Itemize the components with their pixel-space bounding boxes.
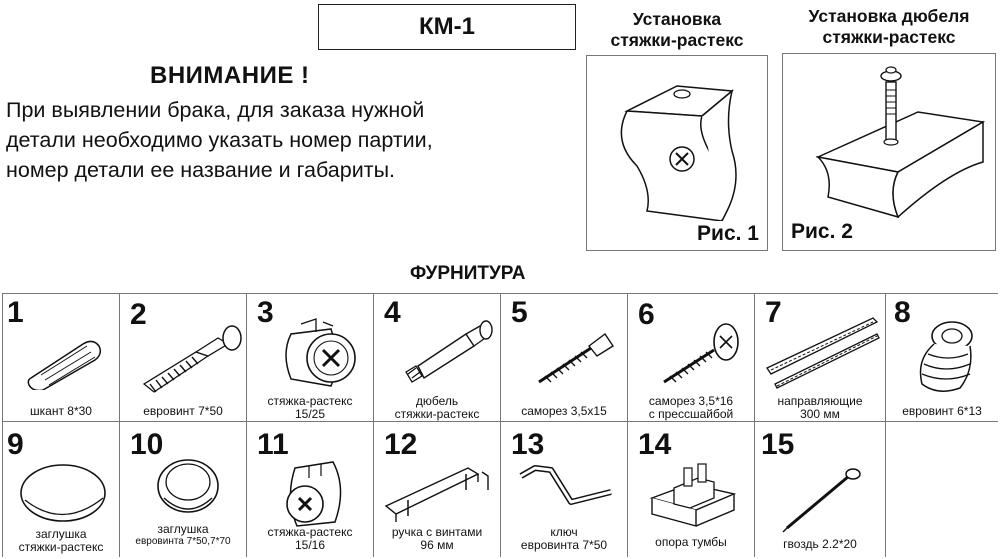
part-caption: ключ евровинта 7*50 (520, 525, 608, 552)
hex-key-icon (515, 462, 621, 524)
warning-text (6, 95, 433, 185)
part-caption: заглушка стяжки-растекс (18, 527, 104, 554)
part-caption: саморез 3,5*16 с прессшайбой (648, 394, 734, 421)
part-cell-5 (500, 293, 627, 421)
part-cell-1 (2, 293, 119, 421)
cabinet-foot-icon (648, 458, 738, 528)
document-code: КМ-1 (419, 13, 475, 40)
part-number: 12 (384, 428, 418, 461)
part-number: 11 (257, 428, 289, 461)
part-caption: саморез 3,5х15 (521, 404, 607, 418)
part-number: 6 (638, 298, 655, 331)
part-number: 3 (257, 296, 274, 329)
cam-dowel-icon (400, 318, 496, 386)
figure-1-caption-line: стяжки-растекс (610, 30, 744, 50)
cam-lock-small-icon (275, 458, 355, 528)
warning-title: ВНИМАНИЕ ! (150, 62, 310, 89)
cap-button-icon (150, 454, 226, 520)
figure-1-label: Рис. 1 (697, 222, 759, 245)
warning-line: При выявлении брака, для заказа нужной (6, 98, 425, 122)
part-caption: дюбель стяжки-растекс (394, 394, 480, 421)
figure-2-caption (782, 6, 996, 48)
part-caption: стяжка-растекс 15/25 (267, 394, 353, 421)
part-cell-14 (627, 421, 754, 557)
cam-lock-icon (271, 314, 361, 394)
part-cell-6 (627, 293, 754, 421)
part-number: 7 (765, 296, 782, 329)
part-caption: гвоздь 2.2*20 (783, 537, 857, 551)
cap-disc-icon (13, 458, 113, 528)
part-caption: ручка с винтами 96 мм (391, 525, 483, 552)
warning-line: детали необходимо указать номер партии, (6, 128, 433, 152)
part-caption: опора тумбы (655, 535, 727, 549)
part-caption: шкант 8*30 (30, 404, 92, 418)
part-number: 5 (511, 296, 528, 329)
section-title: ФУРНИТУРА (410, 263, 526, 284)
handle-icon (382, 460, 494, 522)
part-caption: направляющие 300 мм (777, 394, 863, 421)
part-number: 13 (511, 428, 545, 461)
insert-nut-icon (908, 318, 978, 398)
dowel-icon (21, 330, 111, 390)
part-number: 8 (894, 296, 911, 329)
empty-cell (885, 421, 998, 557)
cam-lock-install-illustration (607, 71, 737, 221)
figure-2-panel (782, 53, 996, 251)
part-cell-10 (119, 421, 246, 557)
part-number: 9 (7, 428, 24, 461)
dowel-install-illustration (798, 62, 988, 222)
part-number: 2 (130, 298, 147, 331)
part-caption: евровинт 6*13 (902, 404, 982, 418)
figure-2-caption-line: стяжки-растекс (822, 27, 956, 47)
part-number: 10 (130, 428, 164, 461)
figure-1-panel (586, 55, 768, 251)
part-cell-4 (373, 293, 500, 421)
figure-1-caption (586, 9, 768, 51)
part-cell-9 (2, 421, 119, 557)
drawer-rails-icon (761, 312, 881, 392)
part-cell-3 (246, 293, 373, 421)
part-cell-2 (119, 293, 246, 421)
part-caption: стяжка-растекс 15/16 (267, 525, 353, 552)
part-cell-8 (885, 293, 998, 421)
figure-1-caption-line: Установка (632, 9, 722, 29)
part-number: 4 (384, 296, 401, 329)
part-cell-7 (754, 293, 885, 421)
part-number: 15 (761, 428, 795, 461)
part-number: 1 (7, 296, 24, 329)
part-cell-13 (500, 421, 627, 557)
figure-2-caption-line: Установка дюбеля (808, 6, 970, 26)
part-cell-12 (373, 421, 500, 557)
figure-2-label: Рис. 2 (791, 220, 853, 243)
nail-icon (777, 466, 867, 536)
part-caption: заглушка евровинта 7*50,7*70 (135, 522, 231, 547)
warning-line: номер детали ее название и габариты. (6, 158, 395, 182)
part-caption: евровинт 7*50 (143, 404, 223, 418)
wood-screw-icon (533, 324, 617, 388)
part-cell-11 (246, 421, 373, 557)
part-cell-15 (754, 421, 885, 557)
part-number: 14 (638, 428, 672, 461)
euroscrew-icon (136, 322, 246, 394)
document-code-box (318, 4, 576, 50)
washer-screw-icon (658, 322, 748, 388)
